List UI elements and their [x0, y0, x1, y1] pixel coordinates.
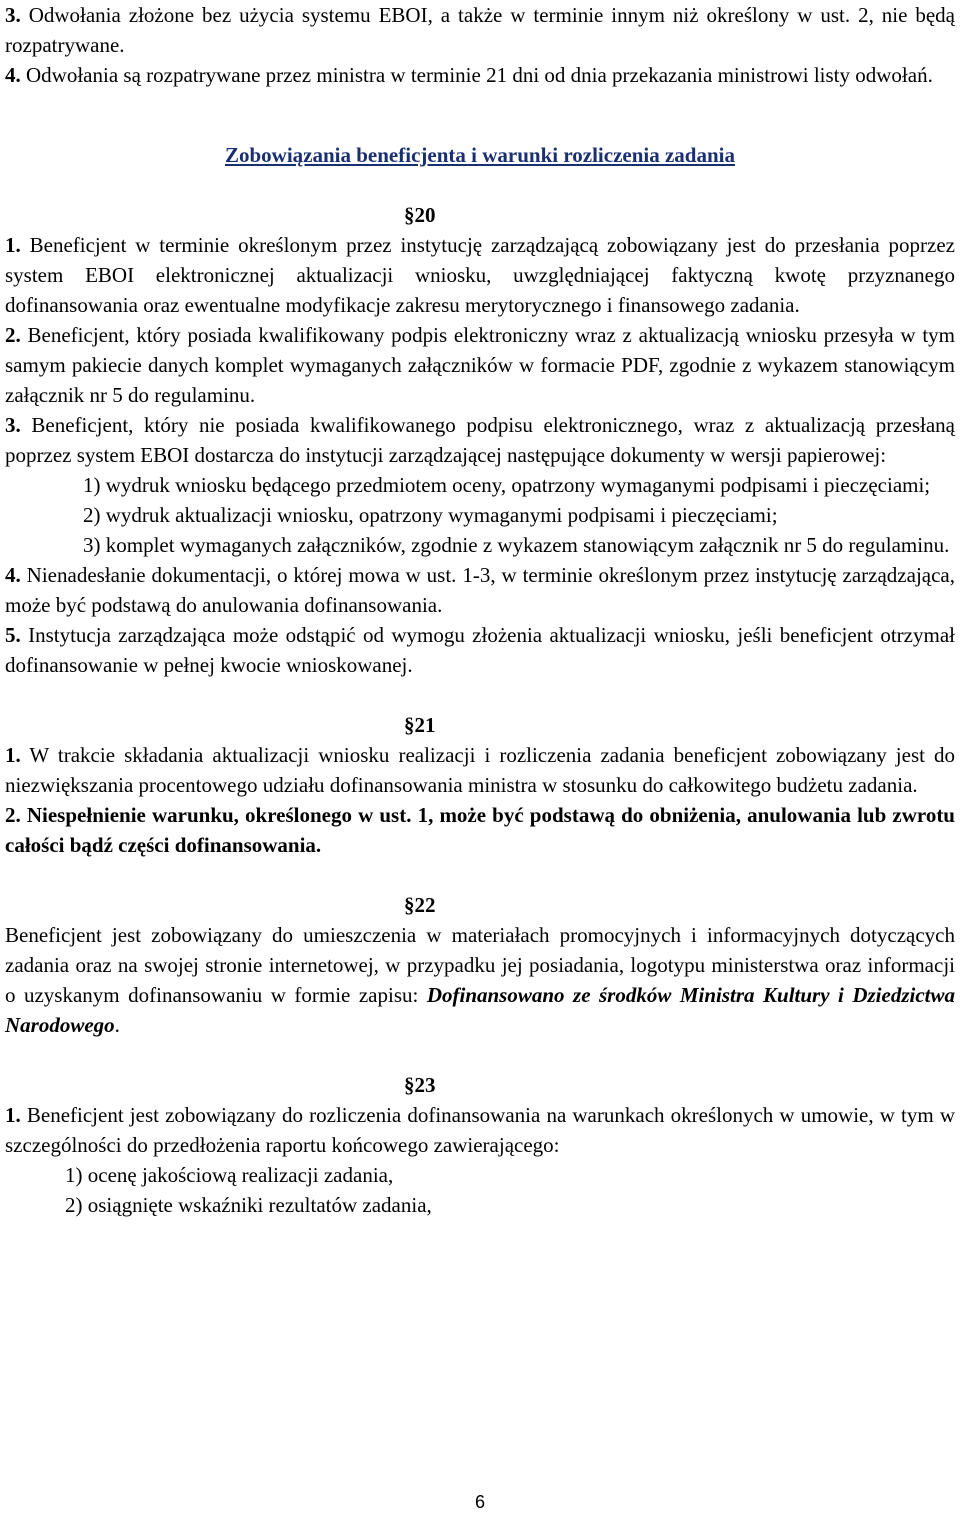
paragraph	[5, 320, 955, 410]
document-page	[5, 0, 955, 1220]
paragraph	[5, 1100, 955, 1160]
paragraph-number: 4.	[5, 63, 21, 87]
paragraph	[5, 230, 955, 320]
list-item: 3) komplet wymaganych załączników, zgodnie z wykazem stanowiącym załącznik nr 5 do regulaminu.	[83, 533, 950, 557]
paragraph	[5, 410, 955, 470]
paragraph-text: Odwołania złożone bez użycia systemu EBOI, a także w terminie innym niż określony w ust. 2, nie będą rozpatrywane.	[5, 3, 955, 57]
section-title: §22	[404, 893, 436, 917]
paragraph-text: Instytucja zarządzająca może odstąpić od wymogu złożenia aktualizacji wniosku, jeśli beneficjent otrzymał dofinansowanie w pełnej kwocie wnioskowanej.	[5, 623, 955, 677]
paragraph	[5, 740, 955, 800]
list-item: 2) osiągnięte wskaźniki rezultatów zadania,	[65, 1193, 432, 1217]
list-item: 1) ocenę jakościową realizacji zadania,	[65, 1163, 394, 1187]
paragraph-number: 2.	[5, 323, 21, 347]
paragraph-text: Beneficjent, który posiada kwalifikowany podpis elektroniczny wraz z aktualizacją wniosku przesyła w tym samym pakiecie danych komplet wymaganych załączników w formacie PDF, zgodnie z wykazem stanowiącym załącznik nr 5 do regulaminu.	[5, 323, 955, 407]
paragraph-number: 5.	[5, 623, 21, 647]
paragraph	[5, 60, 955, 90]
paragraph	[5, 920, 955, 1040]
paragraph-text: Odwołania są rozpatrywane przez ministra w terminie 21 dni od dnia przekazania ministrowi listy odwołań.	[20, 63, 933, 87]
paragraph-text: Niespełnienie warunku, określonego w ust. 1, może być podstawą do obniżenia, anulowania lub zwrotu całości bądź części dofinansowania.	[5, 803, 955, 857]
paragraph-text: Beneficjent jest zobowiązany do rozliczenia dofinansowania na warunkach określonych w umowie, w tym w szczególności do przedłożenia raportu końcowego zawierającego:	[5, 1103, 955, 1157]
page-number: 6	[474, 1492, 485, 1512]
paragraph-text: W trakcie składania aktualizacji wniosku realizacji i rozliczenia zadania beneficjent zobowiązany jest do niezwiększania procentowego udziału dofinansowania ministra w stosunku do całkowitego budżetu zadania.	[5, 743, 955, 797]
paragraph	[5, 800, 955, 860]
funding-quote: Dofinansowano ze środków Ministra Kultury i Dziedzictwa Narodowego	[5, 983, 956, 1037]
chapter-heading: Zobowiązania beneficjenta i warunki rozliczenia zadania	[224, 143, 736, 167]
paragraph-text: Beneficjent w terminie określonym przez instytucję zarządzającą zobowiązany jest do przesłania poprzez system EBOI elektronicznej aktualizacji wniosku, uwzględniającej faktyczną kwotę przyznanego dofinansowania oraz ewentualne modyfikacje zakresu merytorycznego i finansowego zadania.	[5, 233, 955, 317]
section-title: §20	[404, 203, 436, 227]
paragraph-end: .	[114, 1013, 120, 1037]
paragraph-number: 2.	[5, 803, 21, 827]
paragraph-number: 1.	[5, 233, 21, 257]
list-item: 1) wydruk wniosku będącego przedmiotem oceny, opatrzony wymaganymi podpisami i pieczęciami;	[83, 473, 931, 497]
paragraph-text: Beneficjent, który nie posiada kwalifikowanego podpisu elektronicznego, wraz z aktualizacją przesłaną poprzez system EBOI dostarcza do instytucji zarządzającej następujące dokumenty w wersji papierowej:	[5, 413, 955, 467]
paragraph-number: 1.	[5, 743, 21, 767]
paragraph	[5, 560, 955, 620]
list-item: 2) wydruk aktualizacji wniosku, opatrzony wymaganymi podpisami i pieczęciami;	[83, 503, 778, 527]
section-title: §21	[404, 713, 436, 737]
paragraph-text: Beneficjent jest zobowiązany do umieszczenia w materiałach promocyjnych i informacyjnych dotyczących zadania oraz na swojej stronie internetowej, w przypadku jej posiadania, logotypu ministerstwa oraz informacji o uzyskanym dofinansowaniu w formie zapisu:	[5, 923, 955, 1007]
paragraph-number: 3.	[5, 413, 21, 437]
paragraph-text: Nienadesłanie dokumentacji, o której mowa w ust. 1-3, w terminie określonym przez instytucję zarządzająca, może być podstawą do anulowania dofinansowania.	[5, 563, 955, 617]
paragraph	[5, 620, 955, 680]
paragraph-number: 4.	[5, 563, 21, 587]
section-title: §23	[404, 1073, 436, 1097]
paragraph-number: 1.	[5, 1103, 21, 1127]
paragraph	[5, 0, 955, 60]
paragraph-number: 3.	[5, 3, 21, 27]
